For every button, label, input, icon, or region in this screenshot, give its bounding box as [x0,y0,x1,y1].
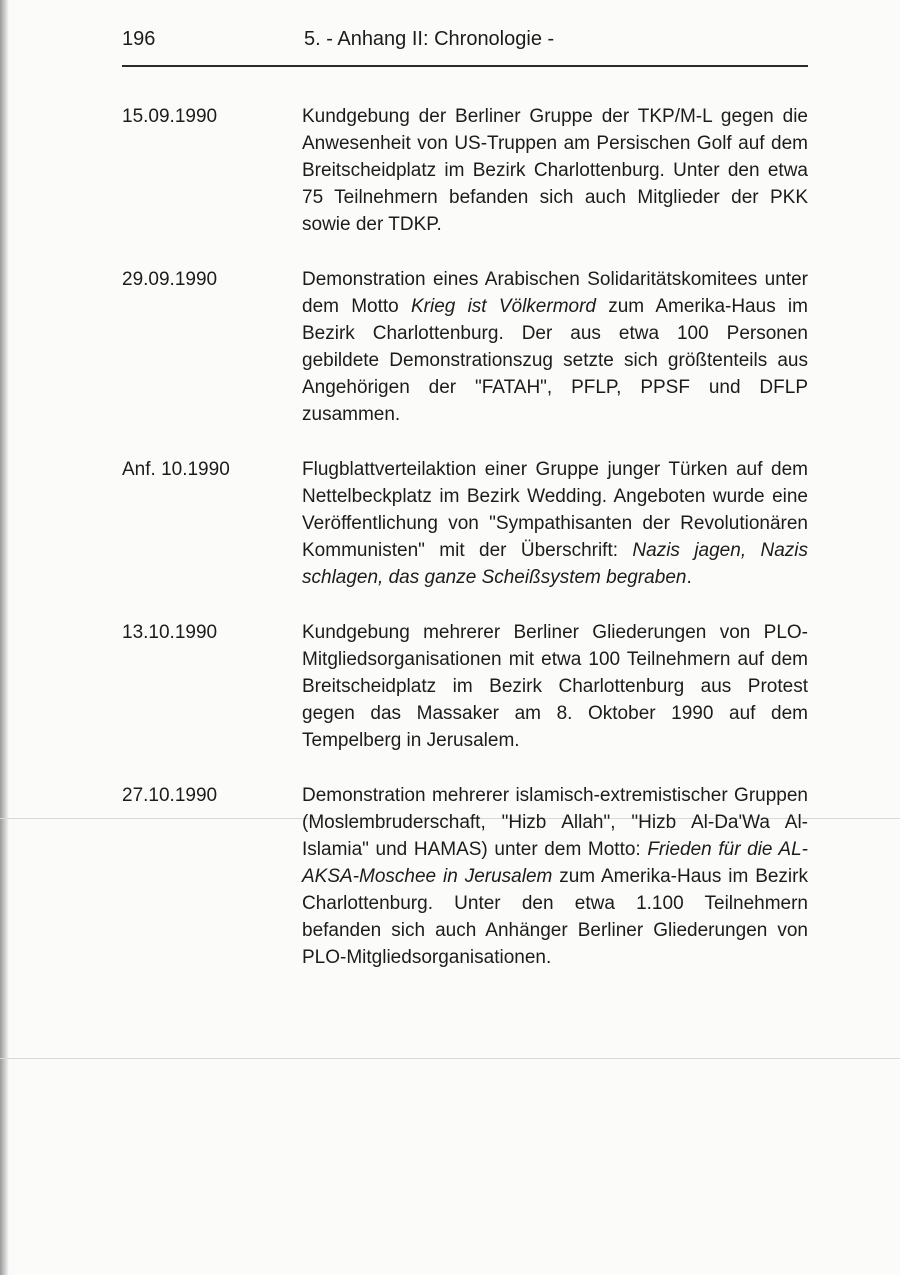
text-run: . [686,567,692,588]
entry-text [302,456,808,591]
chronology-entry [122,782,812,971]
page-header [122,22,808,62]
entry-text [302,266,808,428]
chronology-entry [122,619,812,754]
text-run: Demonstration eines Arabischen Solidaritätskomitees unter dem Motto [302,269,808,317]
page-number: 196 [122,28,156,50]
scan-edge-shadow [0,0,9,1275]
text-run: zum Amerika-Haus im Bezirk Charlottenburg. Der aus etwa 100 Personen gebildete Demonstrationszug setzte sich größtenteils aus Angehörigen der "FATAH", PFLP, PPSF und DFLP zusammen. [302,296,808,425]
text-run: Kundgebung mehrerer Berliner Gliederungen von PLO-Mitgliedsorganisationen mit etwa 100 Teilnehmern auf dem Breitscheidplatz im Bezirk Charlottenburg aus Protest gegen das Massaker am 8. Oktober 1990 auf dem Tempelberg in Jerusalem. [302,622,808,751]
chronology-entry [122,266,812,428]
chronology-entry [122,456,812,591]
header-rule [122,65,808,67]
chronology-entry [122,103,812,238]
running-title: 5. - Anhang II: Chronologie - [304,28,555,50]
scan-fold-line [0,1058,900,1059]
entry-text [302,103,808,238]
entry-date: 27.10.1990 [122,785,218,806]
text-run: zum Amerika-Haus im Bezirk Charlottenburg. Unter den etwa 1.100 Teilnehmern befanden sich auch Anhänger Berliner Gliederungen von PLO-Mitgliedsorganisationen. [302,866,808,968]
text-run: Flugblattverteilaktion einer Gruppe junger Türken auf dem Nettelbeckplatz im Bezirk Wedding. Angeboten wurde eine Veröffentlichung von "Sympathisanten der Revolutionären Kommunisten" mit der Überschrift: [302,459,808,561]
entry-text [302,782,808,971]
chronology-list [122,103,812,999]
text-run: Demonstration mehrerer islamisch-extremistischer Gruppen (Moslembruderschaft, "Hizb Allah", "Hizb Al-Da'Wa Al-Islamia" und HAMAS) unter dem Motto: [302,785,808,860]
entry-date: Anf. 10.1990 [122,459,230,480]
entry-date: 13.10.1990 [122,622,218,643]
entry-text [302,619,808,754]
entry-date: 29.09.1990 [122,269,218,290]
text-run: Kundgebung der Berliner Gruppe der TKP/M-L gegen die Anwesenheit von US-Truppen am Persischen Golf auf dem Breitscheidplatz im Bezirk Charlottenburg. Unter den etwa 75 Teilnehmern befanden sich auch Mitglieder der PKK sowie der TDKP. [302,106,808,235]
italic-quote: Krieg ist Völkermord [410,296,596,317]
italic-quote: Frieden für die AL-AKSA-Moschee in Jerusalem [302,839,808,887]
italic-quote: Nazis jagen, Nazis schlagen, das ganze Scheißsystem begraben [302,540,808,588]
entry-date: 15.09.1990 [122,106,218,127]
